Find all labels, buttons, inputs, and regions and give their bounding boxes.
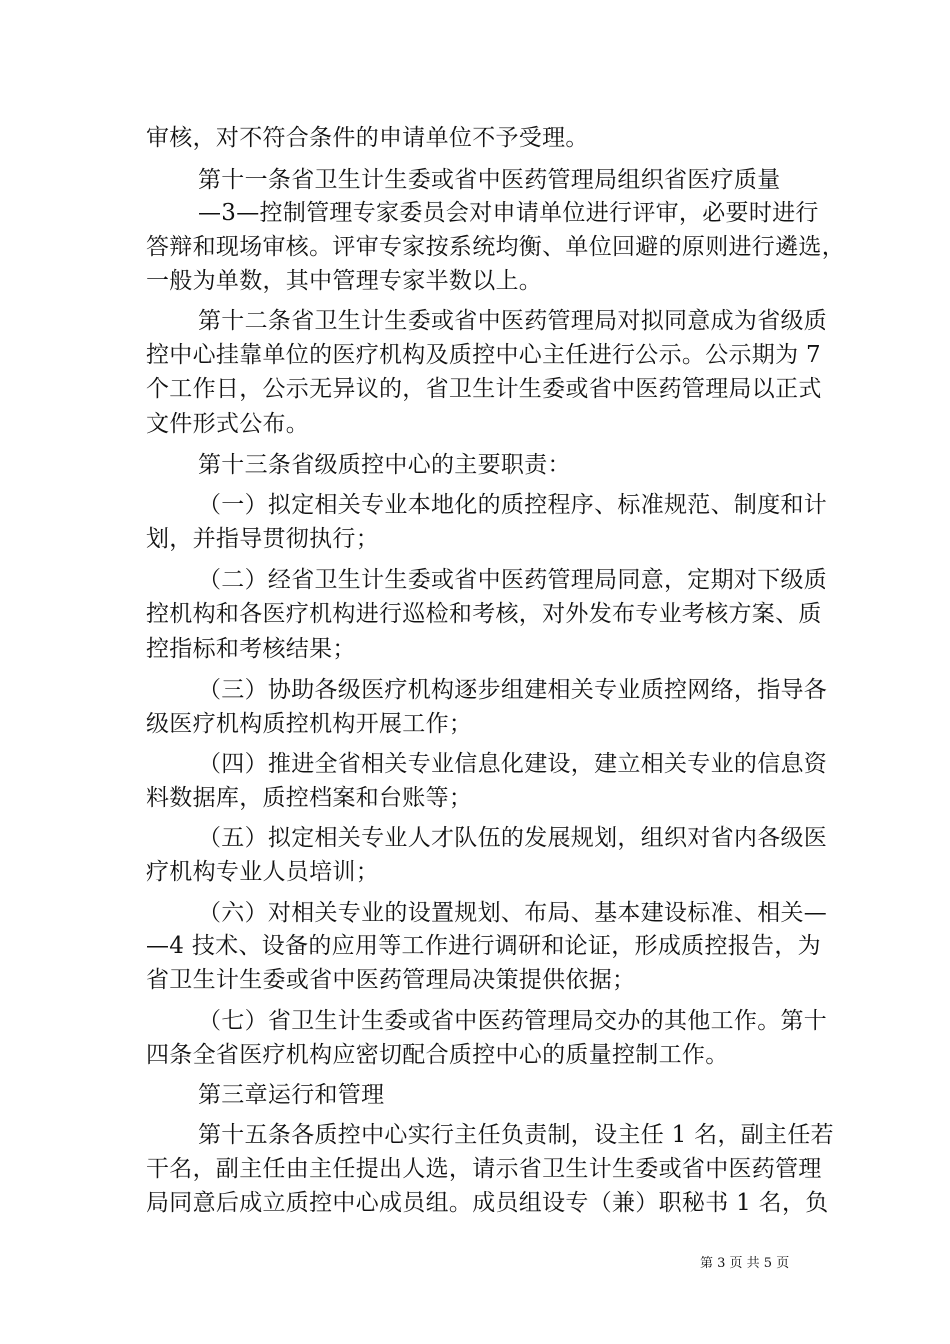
text-line: 四条全省医疗机构应密切配合质控中心的质量控制工作。: [146, 1042, 729, 1068]
text-line: （四）推进全省相关专业信息化建设，建立相关专业的信息资: [198, 751, 828, 777]
text-line: 审核，对不符合条件的申请单位不予受理。: [146, 125, 589, 151]
text-line: 省卫生计生委或省中医药管理局决策提供依据；: [146, 967, 636, 993]
text-line: 第十三条省级质控中心的主要职责：: [198, 452, 571, 478]
text-line: 文件形式公布。: [146, 411, 310, 437]
text-line: 第十二条省卫生计生委或省中医药管理局对拟同意成为省级质: [198, 308, 828, 334]
text-line: （五）拟定相关专业人才队伍的发展规划，组织对省内各级医: [198, 825, 828, 851]
text-line: —4 技术、设备的应用等工作进行调研和论证，形成质控报告，为: [146, 933, 821, 959]
text-line: 答辩和现场审核。评审专家按系统均衡、单位回避的原则进行遴选，: [146, 234, 845, 260]
text-line: 局同意后成立质控中心成员组。成员组设专（兼）职秘书 1 名，负: [146, 1190, 829, 1216]
text-line: 级医疗机构质控机构开展工作；: [146, 711, 473, 737]
text-line: （七）省卫生计生委或省中医药管理局交办的其他工作。第十: [198, 1008, 828, 1034]
text-line: 一般为单数，其中管理专家半数以上。: [146, 268, 543, 294]
text-line: 干名，副主任由主任提出人选，请示省卫生计生委或省中医药管理: [146, 1156, 822, 1182]
text-line: 疗机构专业人员培训；: [146, 859, 379, 885]
text-line: 料数据库，质控档案和台账等；: [146, 785, 473, 811]
text-line: 第十一条省卫生计生委或省中医药管理局组织省医疗质量: [198, 167, 781, 193]
text-line: 个工作日，公示无异议的，省卫生计生委或省中医药管理局以正式: [146, 376, 822, 402]
page-number: 第 3 页 共 5 页: [700, 1256, 790, 1271]
text-line: 控机构和各医疗机构进行巡检和考核，对外发布专业考核方案、质: [146, 601, 822, 627]
text-line: （二）经省卫生计生委或省中医药管理局同意，定期对下级质: [198, 567, 828, 593]
text-line: 控中心挂靠单位的医疗机构及质控中心主任进行公示。公示期为 7: [146, 342, 821, 368]
text-line: （六）对相关专业的设置规划、布局、基本建设标准、相关—: [198, 900, 828, 926]
text-line: 划，并指导贯彻执行；: [146, 526, 379, 552]
text-line: —3—控制管理专家委员会对申请单位进行评审，必要时进行: [198, 200, 819, 226]
section-heading: 第三章运行和管理: [198, 1082, 385, 1108]
text-line: （一）拟定相关专业本地化的质控程序、标准规范、制度和计: [198, 492, 828, 518]
text-line: 第十五条各质控中心实行主任负责制，设主任 1 名，副主任若: [198, 1122, 834, 1148]
text-line: （三）协助各级医疗机构逐步组建相关专业质控网络，指导各: [198, 677, 828, 703]
text-line: 控指标和考核结果；: [146, 636, 356, 662]
